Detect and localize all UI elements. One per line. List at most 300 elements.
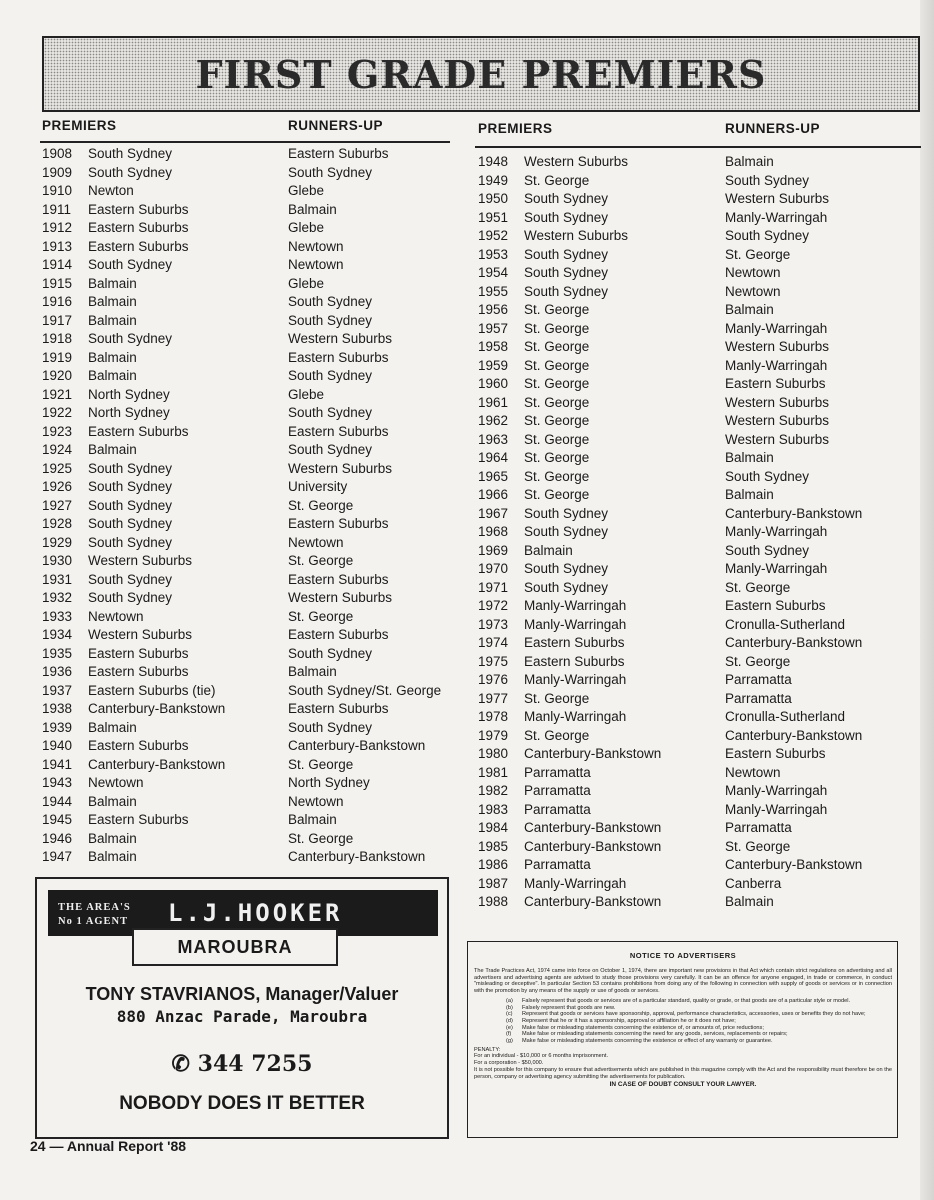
result-row [40,387,450,406]
result-row [475,173,921,192]
runner-up: Eastern Suburbs [288,516,389,531]
premier: St. George [524,413,590,428]
notice-item-key: (c) [506,1011,513,1018]
runner-up: Canterbury-Bankstown [725,635,863,650]
premier: Eastern Suburbs [88,423,189,439]
page-footer: 24 — Annual Report '88 [30,1138,187,1154]
runner-up: Western Suburbs [725,413,830,428]
runner-up: Eastern Suburbs [288,349,389,365]
year: 1908 [42,146,73,161]
premier: Manly-Warringah [524,709,627,724]
premier: North Sydney [88,386,170,402]
runner-up: Balmain [288,664,337,679]
runner-up: Cronulla-Sutherland [725,709,846,724]
year: 1973 [478,616,509,632]
premier: South Sydney [88,590,173,605]
result-row [475,154,921,173]
runner-up: Eastern Suburbs [725,598,826,613]
premier: Balmain [88,275,137,291]
runner-up: Newtown [288,534,344,550]
premier: South Sydney [524,283,609,299]
runner-up: Manly-Warringah [725,524,828,539]
runner-up: South Sydney [725,468,810,484]
premier: Western Suburbs [88,553,193,568]
premier: Newton [88,183,134,198]
year: 1926 [42,479,73,494]
premier: St. George [524,394,590,410]
result-row [475,210,921,229]
year: 1947 [42,849,73,864]
result-row [40,220,450,239]
year: 1956 [478,302,509,317]
year: 1984 [478,820,509,835]
result-row [40,257,450,276]
runner-up: Parramatta [725,820,792,835]
year: 1946 [42,830,73,846]
runner-up: South Sydney [288,164,373,180]
notice-item [474,1025,892,1032]
runner-up: Western Suburbs [725,339,830,354]
year: 1921 [42,386,73,402]
premier: South Sydney [88,146,173,161]
runner-up: Parramatta [725,672,792,687]
premier: Manly-Warringah [524,598,627,613]
notice-to-advertisers [467,941,898,1138]
premier: Balmain [88,294,137,309]
year: 1923 [42,423,73,439]
premier: Balmain [88,719,137,735]
result-row [475,191,921,210]
premier: Western Suburbs [88,627,193,642]
runner-up: Canterbury-Bankstown [288,738,426,753]
runner-up: Eastern Suburbs [288,627,389,642]
runner-up: Newtown [288,793,344,809]
runner-up: Balmain [725,487,774,502]
year: 1911 [42,201,72,217]
runner-up: Western Suburbs [725,394,830,410]
year: 1978 [478,709,509,724]
premier: St. George [524,690,590,706]
header-rule-right [475,146,921,148]
year: 1988 [478,894,509,909]
ad-tagline-1: THE AREA'S [58,902,131,913]
premier: South Sydney [524,524,609,539]
runner-up: Canberra [725,875,782,891]
notice-item-key: (b) [506,1004,513,1011]
premier: South Sydney [524,505,609,521]
result-row [475,857,921,876]
runner-up: Manly-Warringah [725,357,828,373]
runner-up: Newtown [725,265,781,280]
runner-up: Manly-Warringah [725,320,828,336]
result-row [475,746,921,765]
year: 1929 [42,534,73,550]
premier: South Sydney [524,579,609,595]
year: 1958 [478,339,509,354]
notice-item-key: (e) [506,1024,513,1031]
runner-up: Parramatta [725,690,792,706]
year: 1932 [42,590,73,605]
runner-up: Canterbury-Bankstown [288,849,426,864]
runner-up: Eastern Suburbs [288,146,389,161]
year: 1985 [478,838,509,854]
result-row [40,664,450,683]
ad-slogan: NOBODY DOES IT BETTER [119,1093,365,1114]
premier: Balmain [524,542,573,558]
premier: Western Suburbs [524,154,629,169]
runner-up: Balmain [725,302,774,317]
premier: South Sydney [524,561,609,576]
year: 1914 [42,257,73,272]
year: 1969 [478,542,509,558]
runner-up: Manly-Warringah [725,561,828,576]
premier: South Sydney [524,191,609,206]
year: 1977 [478,690,509,706]
year: 1944 [42,793,73,809]
year: 1972 [478,598,509,613]
result-row [40,461,450,480]
premier: St. George [524,357,590,373]
runner-up: St. George [288,830,354,846]
ad-tagline-2: No 1 AGENT [58,916,129,927]
year: 1966 [478,487,509,502]
result-row [40,202,450,221]
notice-item [474,1038,892,1045]
premier: Parramatta [524,801,591,817]
premier: Eastern Suburbs [88,664,189,679]
result-row [40,572,450,591]
runner-up: Western Suburbs [288,331,393,346]
year: 1952 [478,228,509,243]
runner-up: St. George [725,653,791,669]
premier: South Sydney [88,534,173,550]
result-row [40,313,450,332]
runner-up: North Sydney [288,775,370,790]
year: 1917 [42,312,73,328]
premier: South Sydney [88,460,173,476]
result-row [475,487,921,506]
result-row [40,775,450,794]
runner-up: South Sydney [288,719,373,735]
premier: Parramatta [524,857,591,872]
result-row [475,524,921,543]
result-row [475,302,921,321]
premier: South Sydney [88,331,173,346]
result-row [40,701,450,720]
runner-up: Cronulla-Sutherland [725,616,846,632]
notice-item [474,1011,892,1018]
premier: St. George [524,376,590,391]
year: 1934 [42,627,73,642]
runner-up: Balmain [288,201,337,217]
result-row [475,432,921,451]
runner-up: Canterbury-Bankstown [725,727,863,743]
premier: St. George [524,339,590,354]
result-row [40,294,450,313]
premier: Parramatta [524,783,591,798]
premier: North Sydney [88,405,170,420]
notice-item-key: (a) [506,997,513,1004]
runner-up: Balmain [725,154,774,169]
result-row [40,849,450,868]
result-row [40,424,450,443]
left-column [40,118,450,878]
year: 1959 [478,357,509,373]
runner-up: St. George [725,838,791,854]
result-row [475,765,921,784]
ad-brand-logo: L.J.HOOKER [168,899,343,927]
result-row [40,794,450,813]
premier: Manly-Warringah [524,875,627,891]
year: 1912 [42,220,73,235]
year: 1986 [478,857,509,872]
notice-item [474,1018,892,1025]
notice-item-text: Make false or misleading statements concerning the existence or effect of any warranty or guarantee. [522,1038,773,1045]
year: 1928 [42,516,73,531]
premier: South Sydney [524,246,609,262]
premier: Manly-Warringah [524,672,627,687]
runner-up: Canterbury-Bankstown [725,505,863,521]
result-row [40,720,450,739]
premier: South Sydney [88,164,173,180]
notice-item-text: Make false or misleading statements concerning the need for any goods, services, replacements or repairs; [522,1031,788,1038]
year: 1943 [42,775,73,790]
premier: Eastern Suburbs [524,653,625,669]
year: 1915 [42,275,73,291]
premier: St. George [524,320,590,336]
result-row [40,683,450,702]
runner-up: South Sydney [288,645,373,661]
result-row [475,450,921,469]
year: 1931 [42,571,73,587]
result-row [475,543,921,562]
runner-up: Glebe [288,183,325,198]
result-row [40,239,450,258]
year: 1933 [42,608,73,624]
real-estate-advertisement [35,877,449,1139]
result-row [40,442,450,461]
result-row [475,839,921,858]
premier: Parramatta [524,764,591,780]
year: 1920 [42,368,73,383]
notice-item-text: Falsely represent that goods are new. [522,1004,616,1011]
runner-up: University [288,479,348,494]
year: 1963 [478,431,509,447]
result-row [40,757,450,776]
premier: St. George [524,302,590,317]
runner-up: St. George [288,756,354,772]
result-row [40,368,450,387]
runner-up: St. George [288,553,354,568]
premier: South Sydney [524,265,609,280]
premier: St. George [524,487,590,502]
runner-up: St. George [288,497,354,513]
result-row [475,284,921,303]
ad-location: MAROUBRA [132,928,338,966]
notice-item-key: (f) [506,1031,512,1038]
premier: South Sydney [88,571,173,587]
notice-item [474,1031,892,1038]
result-row [40,183,450,202]
premier: Balmain [88,312,137,328]
year: 1967 [478,505,509,521]
premier: St. George [524,468,590,484]
result-row [40,535,450,554]
year: 1930 [42,553,73,568]
result-row [475,506,921,525]
premier: St. George [524,450,590,465]
year: 1941 [42,756,73,772]
runner-up: Newtown [725,283,781,299]
runner-up: South Sydney [288,368,373,383]
year: 1939 [42,719,73,735]
year: 1924 [42,442,73,457]
result-row [475,358,921,377]
runner-up: Newtown [288,257,344,272]
year: 1938 [42,701,73,716]
result-row [475,691,921,710]
result-row [40,405,450,424]
year: 1927 [42,497,73,513]
year: 1970 [478,561,509,576]
result-row [40,516,450,535]
premier: South Sydney [88,479,173,494]
result-row [475,820,921,839]
result-row [475,265,921,284]
premier: Eastern Suburbs [88,812,189,827]
runner-up: St. George [725,246,791,262]
year: 1918 [42,331,73,346]
premier: South Sydney [524,209,609,225]
premier: Western Suburbs [524,228,629,243]
premier: Eastern Suburbs (tie) [88,682,216,698]
result-row [40,738,450,757]
notice-item-text: Make false or misleading statements concerning the existence of, or amounts of, price reductions; [522,1024,764,1031]
premier: Eastern Suburbs [524,635,625,650]
result-row [475,617,921,636]
year: 1913 [42,238,73,254]
result-row [475,413,921,432]
year: 1961 [478,394,509,410]
year: 1910 [42,183,73,198]
year: 1935 [42,645,73,661]
result-row [40,331,450,350]
result-row [475,876,921,895]
notice-penalty-heading: PENALTY: [474,1046,501,1053]
result-row [40,627,450,646]
notice-title: NOTICE TO ADVERTISERS [629,951,737,960]
premier: Eastern Suburbs [88,220,189,235]
year: 1945 [42,812,73,827]
year: 1965 [478,468,509,484]
premier: South Sydney [88,516,173,531]
year: 1982 [478,783,509,798]
year: 1937 [42,682,73,698]
premier: Newtown [88,775,144,790]
runner-up: Western Suburbs [725,431,830,447]
year: 1949 [478,172,509,188]
runner-up: Balmain [288,812,337,827]
year: 1962 [478,413,509,428]
year: 1968 [478,524,509,539]
result-row [40,609,450,628]
runner-up: South Sydney [288,312,373,328]
runner-up: South Sydney [725,172,810,188]
notice-list [474,998,892,1045]
runner-up: Eastern Suburbs [288,423,389,439]
premier: Canterbury-Bankstown [88,756,226,772]
premier: Canterbury-Bankstown [88,701,226,716]
runner-up: Western Suburbs [725,191,830,206]
premier: Balmain [88,442,137,457]
page-title: FIRST GRADE PREMIERS [195,52,767,97]
result-row [475,469,921,488]
year: 1953 [478,246,509,262]
year: 1987 [478,875,509,891]
header-rule-left [40,141,450,143]
runner-up: Glebe [288,275,325,291]
result-row [40,590,450,609]
premier: Balmain [88,349,137,365]
runner-up: Manly-Warringah [725,801,828,817]
runner-up: South Sydney [725,228,810,243]
premier: Canterbury-Bankstown [524,746,662,761]
notice-penalty-individual: For an individual - $10,000 or 6 months imprisonment. [474,1053,609,1060]
ad-address: 880 Anzac Parade, Maroubra [116,1007,368,1026]
result-row [475,376,921,395]
result-row [475,802,921,821]
year: 1975 [478,653,509,669]
premier: Newtown [88,608,144,624]
runner-up: South Sydney [725,542,810,558]
year: 1950 [478,191,509,206]
year: 1922 [42,405,73,420]
right-results-list [475,154,921,913]
notice-item [474,1005,892,1012]
notice-item-text: Represent that goods or services have sponsorship, approval, performance characteristics, accessories, uses or benefits they do not have; [522,1011,866,1018]
result-row [40,165,450,184]
result-row [40,350,450,369]
notice-item [474,998,892,1005]
premier: Eastern Suburbs [88,201,189,217]
premier: Canterbury-Bankstown [524,838,662,854]
year: 1979 [478,727,509,743]
year: 1964 [478,450,509,465]
result-row [40,553,450,572]
year: 1981 [478,764,509,780]
premier: Eastern Suburbs [88,238,189,254]
runner-up: St. George [725,579,791,595]
premier: Balmain [88,849,137,864]
premier: Eastern Suburbs [88,738,189,753]
year: 1957 [478,320,509,336]
year: 1909 [42,164,73,180]
result-row [475,672,921,691]
notice-item-key: (g) [506,1038,513,1045]
runner-up: South Sydney/St. George [288,682,442,698]
result-row [475,339,921,358]
premier: Balmain [88,830,137,846]
result-row [475,228,921,247]
runner-up: South Sydney [288,294,373,309]
runner-up: South Sydney [288,405,373,420]
year: 1955 [478,283,509,299]
runner-up: Eastern Suburbs [725,746,826,761]
runner-up: Western Suburbs [288,460,393,476]
runner-up: Canterbury-Bankstown [725,857,863,872]
premier: South Sydney [88,257,173,272]
runners-up-header-right: RUNNERS-UP [725,121,821,136]
